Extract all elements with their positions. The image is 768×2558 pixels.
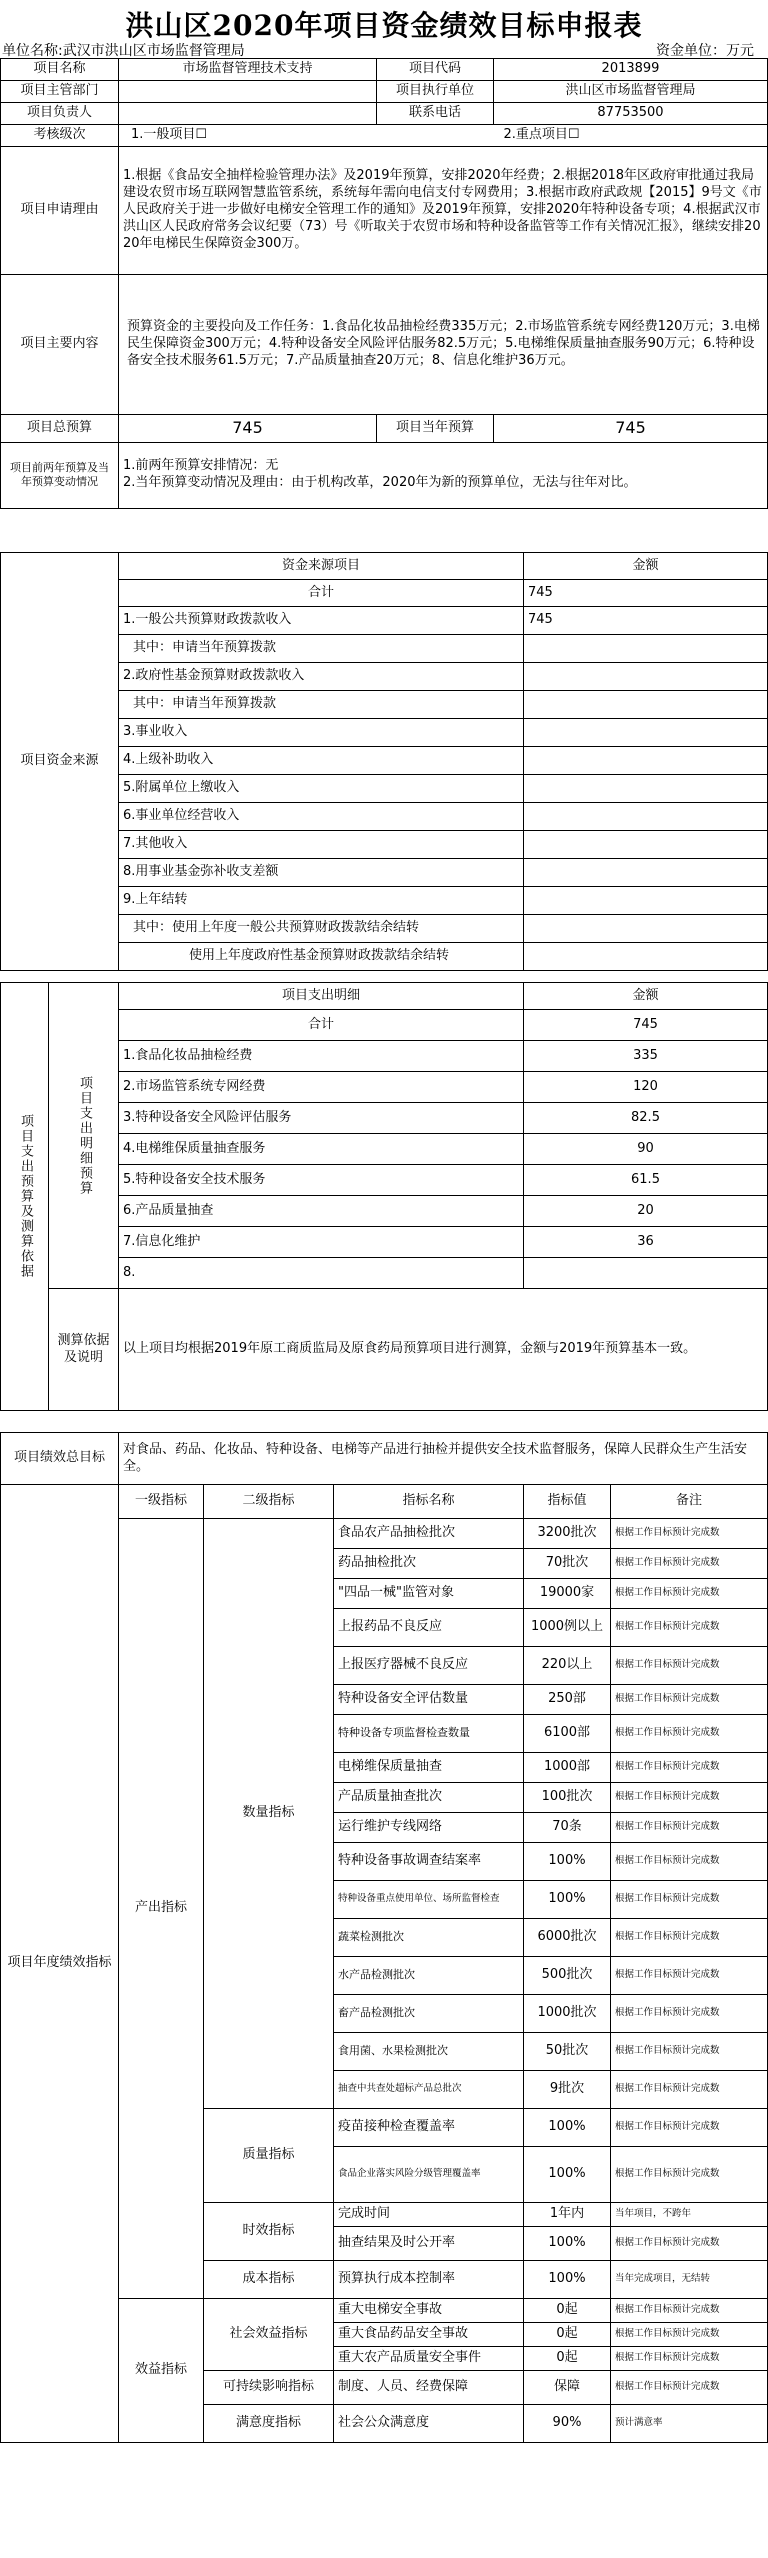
expense-inner-label-text: 项目支出明细预算 <box>76 1075 92 1196</box>
goal-table <box>0 1432 768 1485</box>
indicator-value: 100% <box>524 2227 611 2261</box>
expense-basis-row <box>1 1289 768 1411</box>
funding-item: 1.一般公共预算财政拨款收入 <box>119 607 524 635</box>
indicator-note: 根据工作目标预计完成数 <box>611 1647 768 1685</box>
funding-item: 其中：申请当年预算拨款 <box>119 635 524 663</box>
indicators-table <box>0 1484 768 2443</box>
indicator-note: 根据工作目标预计完成数 <box>611 1843 768 1881</box>
indicator-name: 运行维护专线网络 <box>334 1813 524 1843</box>
current-budget-value: 745 <box>494 414 768 442</box>
indicator-name: 预算执行成本控制率 <box>334 2261 524 2299</box>
indicator-name: 上报医疗器械不良反应 <box>334 1647 524 1685</box>
expense-item: 4.电梯维保质量抽查服务 <box>119 1134 524 1165</box>
expense-amount: 745 <box>524 1010 768 1041</box>
indicator-note: 根据工作目标预计完成数 <box>611 2109 768 2147</box>
funding-amount <box>524 719 768 747</box>
indicator-value: 19000家 <box>524 1579 611 1609</box>
indicator-note: 根据工作目标预计完成数 <box>611 1579 768 1609</box>
expense-col-item: 项目支出明细 <box>119 983 524 1010</box>
indicator-note: 预计满意率 <box>611 2405 768 2443</box>
indicator-note: 根据工作目标预计完成数 <box>611 1609 768 1647</box>
indicator-name: 上报药品不良反应 <box>334 1609 524 1647</box>
funding-amount <box>524 691 768 719</box>
indicator-value: 保障 <box>524 2371 611 2405</box>
funding-label: 项目资金来源 <box>1 553 119 971</box>
funding-amount: 745 <box>524 580 768 607</box>
indicator-note: 根据工作目标预计完成数 <box>611 1813 768 1843</box>
indicator-name: 蔬菜检测批次 <box>334 1919 524 1957</box>
indicator-note: 根据工作目标预计完成数 <box>611 2323 768 2347</box>
indicator-name: 水产品检测批次 <box>334 1957 524 1995</box>
expense-item: 3.特种设备安全风险评估服务 <box>119 1103 524 1134</box>
col-note: 备注 <box>611 1485 768 1519</box>
indicator-name: 食用菌、水果检测批次 <box>334 2033 524 2071</box>
indicator-value: 6100部 <box>524 1715 611 1753</box>
indicator-value: 90% <box>524 2405 611 2443</box>
expense-table <box>0 982 768 1411</box>
funding-amount <box>524 831 768 859</box>
indicator-name: 特种设备专项监督检查数量 <box>334 1715 524 1753</box>
indicator-value: 1年内 <box>524 2203 611 2227</box>
indicator-value: 1000批次 <box>524 1995 611 2033</box>
indicator-name: 重大食品药品安全事故 <box>334 2323 524 2347</box>
project-name-label: 项目名称 <box>1 59 119 81</box>
indicator-name: 社会公众满意度 <box>334 2405 524 2443</box>
indicator-value: 100% <box>524 2261 611 2299</box>
money-unit: 资金单位：万元 <box>656 43 754 59</box>
output-label: 产出指标 <box>119 1519 204 2299</box>
indicator-name: 产品质量抽查批次 <box>334 1783 524 1813</box>
indicator-name: 食品农产品抽检批次 <box>334 1519 524 1549</box>
funding-table <box>0 552 768 971</box>
page-title: 洪山区2020年项目资金绩效目标申报表 <box>125 9 643 42</box>
indicator-value: 0起 <box>524 2323 611 2347</box>
indicator-name: 特种设备重点使用单位、场所监督检查 <box>334 1881 524 1919</box>
indicator-note: 根据工作目标预计完成数 <box>611 1753 768 1783</box>
indicator-note: 根据工作目标预计完成数 <box>611 1957 768 1995</box>
indicator-note: 根据工作目标预计完成数 <box>611 2299 768 2323</box>
indicator-name: "四品一械"监管对象 <box>334 1579 524 1609</box>
funding-amount <box>524 887 768 915</box>
indicator-name: 抽查中共查处超标产品总批次 <box>334 2071 524 2109</box>
indicator-value: 9批次 <box>524 2071 611 2109</box>
basis-label: 测算依据及说明 <box>49 1289 119 1411</box>
unit-line <box>2 40 766 60</box>
indicator-value: 100% <box>524 1881 611 1919</box>
indicator-note: 根据工作目标预计完成数 <box>611 1881 768 1919</box>
funding-amount <box>524 775 768 803</box>
level2-label: 成本指标 <box>204 2261 334 2299</box>
funding-item: 7.其他收入 <box>119 831 524 859</box>
expense-header-row <box>1 983 768 1010</box>
col-level1: 一级指标 <box>119 1485 204 1519</box>
project-name-value: 市场监督管理技术支持 <box>119 59 377 81</box>
funding-item: 6.事业单位经营收入 <box>119 803 524 831</box>
expense-amount: 82.5 <box>524 1103 768 1134</box>
indicator-note: 根据工作目标预计完成数 <box>611 2033 768 2071</box>
prior-line-1: 1.前两年预算安排情况：无 <box>123 458 279 474</box>
total-budget-value: 745 <box>119 414 377 442</box>
level2-label: 时效指标 <box>204 2203 334 2261</box>
indicator-note: 根据工作目标预计完成数 <box>611 1715 768 1753</box>
indicator-value: 100% <box>524 2109 611 2147</box>
indicator-note: 根据工作目标预计完成数 <box>611 2071 768 2109</box>
indicator-name: 电梯维保质量抽查 <box>334 1753 524 1783</box>
funding-item: 使用上年度政府性基金预算财政拨款结余结转 <box>119 943 524 971</box>
indicator-name: 药品抽检批次 <box>334 1549 524 1579</box>
expense-amount: 20 <box>524 1196 768 1227</box>
dept-label: 项目主管部门 <box>1 80 119 102</box>
indicator-name: 抽查结果及时公开率 <box>334 2227 524 2261</box>
funding-amount <box>524 747 768 775</box>
funding-amount <box>524 803 768 831</box>
current-budget-label: 项目当年预算 <box>377 414 494 442</box>
phone-label: 联系电话 <box>377 102 494 124</box>
level2-label: 可持续影响指标 <box>204 2371 334 2405</box>
funding-amount <box>524 859 768 887</box>
funding-amount <box>524 915 768 943</box>
expense-item: 7.信息化维护 <box>119 1227 524 1258</box>
funding-item: 5.附属单位上缴收入 <box>119 775 524 803</box>
goal-label: 项目绩效总目标 <box>1 1433 119 1485</box>
expense-item: 6.产品质量抽查 <box>119 1196 524 1227</box>
indicator-value: 0起 <box>524 2347 611 2371</box>
indicator-note: 根据工作目标预计完成数 <box>611 2227 768 2261</box>
expense-item: 8. <box>119 1258 524 1289</box>
indicator-value: 3200批次 <box>524 1519 611 1549</box>
indicator-value: 100% <box>524 2147 611 2203</box>
prior-line-2: 2.当年预算变动情况及理由：由于机构改革，2020年为新的预算单位，无法与往年对比。 <box>123 475 637 491</box>
level2-label: 数量指标 <box>204 1519 334 2109</box>
indicator-name: 重大电梯安全事故 <box>334 2299 524 2323</box>
prior-text <box>119 442 768 508</box>
indicator-note: 根据工作目标预计完成数 <box>611 1995 768 2033</box>
indicator-value: 500批次 <box>524 1957 611 1995</box>
indicator-note: 根据工作目标预计完成数 <box>611 2147 768 2203</box>
indicator-name: 特种设备事故调查结案率 <box>334 1843 524 1881</box>
level2-label: 社会效益指标 <box>204 2299 334 2371</box>
indicators-label: 项目年度绩效指标 <box>1 1485 119 2443</box>
level-option-general: 1.一般项目☐ <box>119 124 494 146</box>
level2-label: 质量指标 <box>204 2109 334 2203</box>
indicator-name: 畜产品检测批次 <box>334 1995 524 2033</box>
funding-header-row <box>1 553 768 580</box>
indicator-value: 220以上 <box>524 1647 611 1685</box>
funding-item: 其中：申请当年预算拨款 <box>119 691 524 719</box>
col-indicator-name: 指标名称 <box>334 1485 524 1519</box>
indicator-name: 完成时间 <box>334 2203 524 2227</box>
indicator-name: 制度、人员、经费保障 <box>334 2371 524 2405</box>
indicator-value: 50批次 <box>524 2033 611 2071</box>
dept-value <box>119 80 377 102</box>
funding-amount <box>524 943 768 971</box>
indicator-value: 100批次 <box>524 1783 611 1813</box>
indicator-name: 重大农产品质量安全事件 <box>334 2347 524 2371</box>
basis-text: 以上项目均根据2019年原工商质监局及原食药局预算项目进行测算，金额与2019年预算基本一致。 <box>119 1289 768 1411</box>
funding-item: 其中：使用上年度一般公共预算财政拨款结余结转 <box>119 915 524 943</box>
col-level2: 二级指标 <box>204 1485 334 1519</box>
content-text: 预算资金的主要投向及工作任务：1.食品化妆品抽检经费335万元；2.市场监管系统专网经费120万元；3.电梯民生保障资金300万元；4.特种设备安全风险评估服务82.5万元；5.电梯维保质量抽查服务90万元；6.特种设备安全技术服务61.5万元；7.产品质量抽查20万元；8、信息化维护36万元。 <box>119 274 768 414</box>
indicator-value: 1000部 <box>524 1753 611 1783</box>
indicator-name: 食品企业落实风险分级管理覆盖率 <box>334 2147 524 2203</box>
indicator-note: 根据工作目标预计完成数 <box>611 1685 768 1715</box>
level2-label: 满意度指标 <box>204 2405 334 2443</box>
phone-value: 87753500 <box>494 102 768 124</box>
indicator-name: 疫苗接种检查覆盖率 <box>334 2109 524 2147</box>
expense-item: 5.特种设备安全技术服务 <box>119 1165 524 1196</box>
col-indicator-value: 指标值 <box>524 1485 611 1519</box>
prior-label: 项目前两年预算及当年预算变动情况 <box>1 442 119 508</box>
indicator-value: 0起 <box>524 2299 611 2323</box>
funding-item: 8.用事业基金弥补收支差额 <box>119 859 524 887</box>
expense-col-amount: 金额 <box>524 983 768 1010</box>
content-label: 项目主要内容 <box>1 274 119 414</box>
exec-label: 项目执行单位 <box>377 80 494 102</box>
project-code-value: 2013899 <box>494 59 768 81</box>
expense-item: 2.市场监管系统专网经费 <box>119 1072 524 1103</box>
expense-inner-label <box>49 983 119 1289</box>
expense-amount: 120 <box>524 1072 768 1103</box>
indicators-header-row <box>1 1485 768 1519</box>
funding-col-item: 资金来源项目 <box>119 553 524 580</box>
funding-item: 2.政府性基金预算财政拨款收入 <box>119 663 524 691</box>
funding-amount <box>524 635 768 663</box>
indicator-note: 当年完成项目，无结转 <box>611 2261 768 2299</box>
indicator-note: 根据工作目标预计完成数 <box>611 1783 768 1813</box>
total-budget-label: 项目总预算 <box>1 414 119 442</box>
benefit-label: 效益指标 <box>119 2299 204 2443</box>
goal-text: 对食品、药品、化妆品、特种设备、电梯等产品进行抽检并提供安全技术监督服务，保障人民群众生产生活安全。 <box>119 1433 768 1485</box>
exec-value: 洪山区市场监督管理局 <box>494 80 768 102</box>
indicator-note: 当年项目，不跨年 <box>611 2203 768 2227</box>
expense-amount: 335 <box>524 1041 768 1072</box>
level-label: 考核级次 <box>1 124 119 146</box>
indicator-value: 100% <box>524 1843 611 1881</box>
funding-col-amount: 金额 <box>524 553 768 580</box>
funding-item: 9.上年结转 <box>119 887 524 915</box>
indicator-note: 根据工作目标预计完成数 <box>611 2347 768 2371</box>
indicator-value: 1000例以上 <box>524 1609 611 1647</box>
project-code-label: 项目代码 <box>377 59 494 81</box>
indicator-note: 根据工作目标预计完成数 <box>611 1549 768 1579</box>
funding-item: 4.上级补助收入 <box>119 747 524 775</box>
expense-item: 合计 <box>119 1010 524 1041</box>
expense-amount: 36 <box>524 1227 768 1258</box>
indicator-value: 6000批次 <box>524 1919 611 1957</box>
expense-amount: 90 <box>524 1134 768 1165</box>
expense-outer-label-text: 项目支出预算及测算依据 <box>17 1114 33 1279</box>
reason-text: 1.根据《食品安全抽样检验管理办法》及2019年预算，安排2020年经费；2.根据2018年区政府审批通过我局建设农贸市场互联网智慧监管系统，系统每年需向电信支付专网费用；3.根据市政府武政规【2015】9号文《市人民政府关于进一步做好电梯安全管理工作的通知》及2019年预算，安排2020年特种设备专项；4.根据武汉市洪山区人民政府常务会议纪要（73）号《听取关于农贸市场和特种设备监管等工作有关情况汇报》，继续安排2020年电梯民生保障资金300万。 <box>119 146 768 274</box>
indicator-note: 根据工作目标预计完成数 <box>611 2371 768 2405</box>
funding-amount <box>524 663 768 691</box>
header-table <box>0 58 768 509</box>
leader-value <box>119 102 377 124</box>
indicator-value: 250部 <box>524 1685 611 1715</box>
level-option-key: 2.重点项目☐ <box>494 124 768 146</box>
indicator-name: 特种设备安全评估数量 <box>334 1685 524 1715</box>
funding-amount: 745 <box>524 607 768 635</box>
expense-item: 1.食品化妆品抽检经费 <box>119 1041 524 1072</box>
funding-item: 3.事业收入 <box>119 719 524 747</box>
indicator-note: 根据工作目标预计完成数 <box>611 1919 768 1957</box>
indicator-value: 70条 <box>524 1813 611 1843</box>
indicator-value: 70批次 <box>524 1549 611 1579</box>
expense-outer-label <box>1 983 49 1411</box>
leader-label: 项目负责人 <box>1 102 119 124</box>
unit-name-value: 武汉市洪山区市场监督管理局 <box>62 43 245 59</box>
expense-amount <box>524 1258 768 1289</box>
expense-amount: 61.5 <box>524 1165 768 1196</box>
unit-name-label: 单位名称: <box>2 43 63 59</box>
indicator-note: 根据工作目标预计完成数 <box>611 1519 768 1549</box>
funding-item: 合计 <box>119 580 524 607</box>
reason-label: 项目申请理由 <box>1 146 119 274</box>
